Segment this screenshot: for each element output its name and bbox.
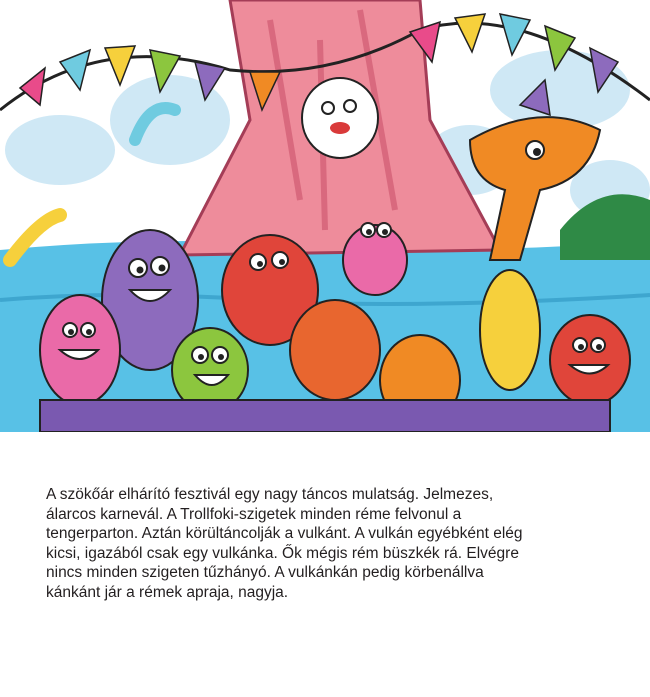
red-purple-monster	[550, 315, 630, 405]
yellow-tall-monster	[480, 270, 540, 390]
story-paragraph: A szökőár elhárító fesztivál egy nagy táncos mulatság. Jelmezes, álarcos karnevál. A Trollfoki-szigetek minden réme felvonul a tengerparton. Aztán körültáncolják a vulkánt. A vulkán egyébként elég kicsi, igazából csak egy vulkánka. Ők mégis rém büszkék rá. Elvégre nincs minden szigeten tűzhányó. A vulkánkán pedig körbenállva kánkánt jár a rémek apraja, nagyja.	[46, 486, 523, 601]
crowd-bodies	[40, 400, 610, 432]
white-creature	[302, 78, 378, 158]
curly-haired-girl	[290, 300, 380, 400]
pink-fluffy-monster	[343, 225, 407, 295]
